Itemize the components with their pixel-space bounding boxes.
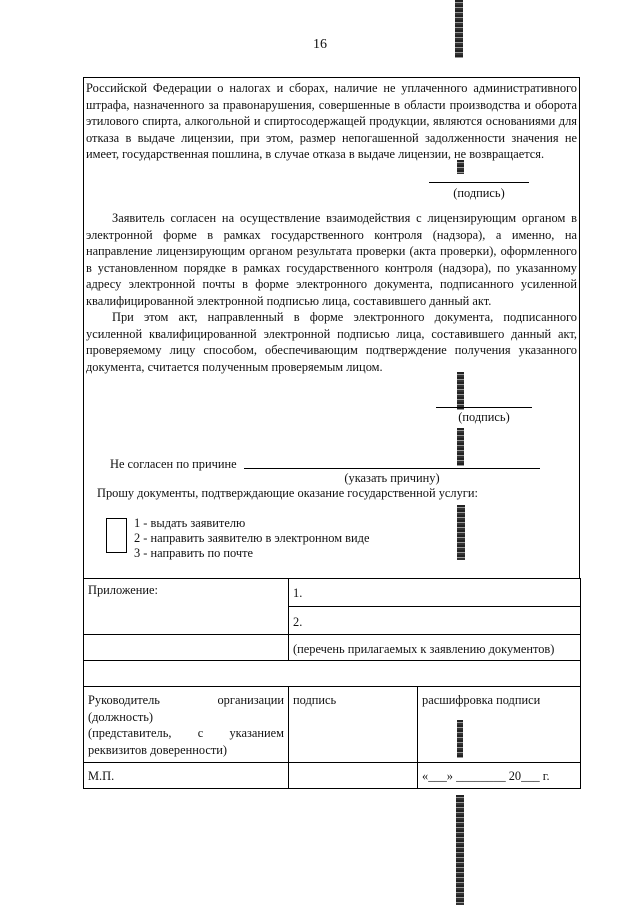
head-label-2: (представитель, с указанием реквизитов доверенности) [88, 726, 284, 757]
attachment-item-2[interactable] [289, 607, 581, 635]
attachments-table [83, 578, 581, 789]
table-row [84, 661, 581, 687]
reason-input-line[interactable] [244, 468, 540, 469]
top-paragraph [86, 80, 577, 163]
page-number: 16 [313, 37, 327, 52]
delivery-option-1[interactable]: 1 - выдать заявителю [134, 516, 246, 530]
signature-caption-2: (подпись) [458, 410, 510, 424]
signature-caption-1: (подпись) [453, 186, 505, 200]
consent-paragraph-1: Заявитель согласен на осуществление взаимодействия с лицензирующим органом в электронной форме в рамках государственного контроля (надзора), а именно, на направление лицензирующим органом результата проверки (акта проверки), оформленного в установленном порядке в рамках государственного контроля (надзора), по указанному адресу электронной почты в форме электронного документа, подписанного усиленной квалифицированной электронной подписью лица, составившего данный акт. [86, 211, 577, 308]
delivery-option-2[interactable]: 2 - направить заявителю в электронном виде [134, 531, 370, 545]
stamp-label: М.П. [84, 763, 289, 789]
empty-cell [84, 634, 289, 661]
signature-header[interactable]: подпись [289, 687, 418, 763]
request-text: Прошу документы, подтверждающие оказание государственной услуги: [97, 486, 478, 500]
scan-artifact [456, 795, 464, 905]
decryption-header[interactable]: расшифровка подписи [418, 687, 581, 763]
table-row [84, 579, 581, 607]
signature-line-1 [429, 182, 529, 183]
date-field[interactable]: «___» ________ 20___ г. [418, 763, 581, 789]
head-label-1: Руководитель организации (должность) [88, 693, 284, 724]
head-label-cell [84, 687, 289, 763]
table-row [84, 634, 581, 661]
signature-line-2 [436, 407, 532, 408]
attachment-label: Приложение: [84, 579, 289, 635]
table-row [84, 687, 581, 763]
top-paragraph-text: Российской Федерации о налогах и сборах, наличие не уплаченного административного штрафа, назначенного за правонарушения, совершенные в области производства и оборота этилового спирта, алкогольной и спиртосодержащей продукции, являются основаниями для отказа в выдаче лицензии, при этом, размер непогашенной задолженности значения не имеет, государственная пошлина, в случае отказа в выдаче лицензии, не возвращается. [86, 81, 577, 161]
consent-paragraphs [86, 210, 577, 375]
attachment-caption: (перечень прилагаемых к заявлению документов) [289, 634, 581, 661]
attachment-item-1-label: 1. [293, 586, 303, 600]
delivery-option-checkbox[interactable] [106, 518, 127, 553]
reason-caption: (указать причину) [344, 471, 440, 485]
attachment-item-2-label: 2. [293, 615, 303, 629]
empty-row-cell [84, 661, 581, 687]
attachment-item-1[interactable] [289, 579, 581, 607]
stamp-empty-cell [289, 763, 418, 789]
disagree-label: Не согласен по причине [110, 457, 237, 471]
table-row [84, 763, 581, 789]
delivery-option-3[interactable]: 3 - направить по почте [134, 546, 254, 560]
consent-paragraph-2: При этом акт, направленный в форме электронного документа, подписанного усиленной квалифицированной электронной подписью лица, составившего данный акт, проверяемому лицу способом, обеспечивающим подтверждение получения указанного документа, считается полученным проверяемым лицом. [86, 310, 577, 374]
